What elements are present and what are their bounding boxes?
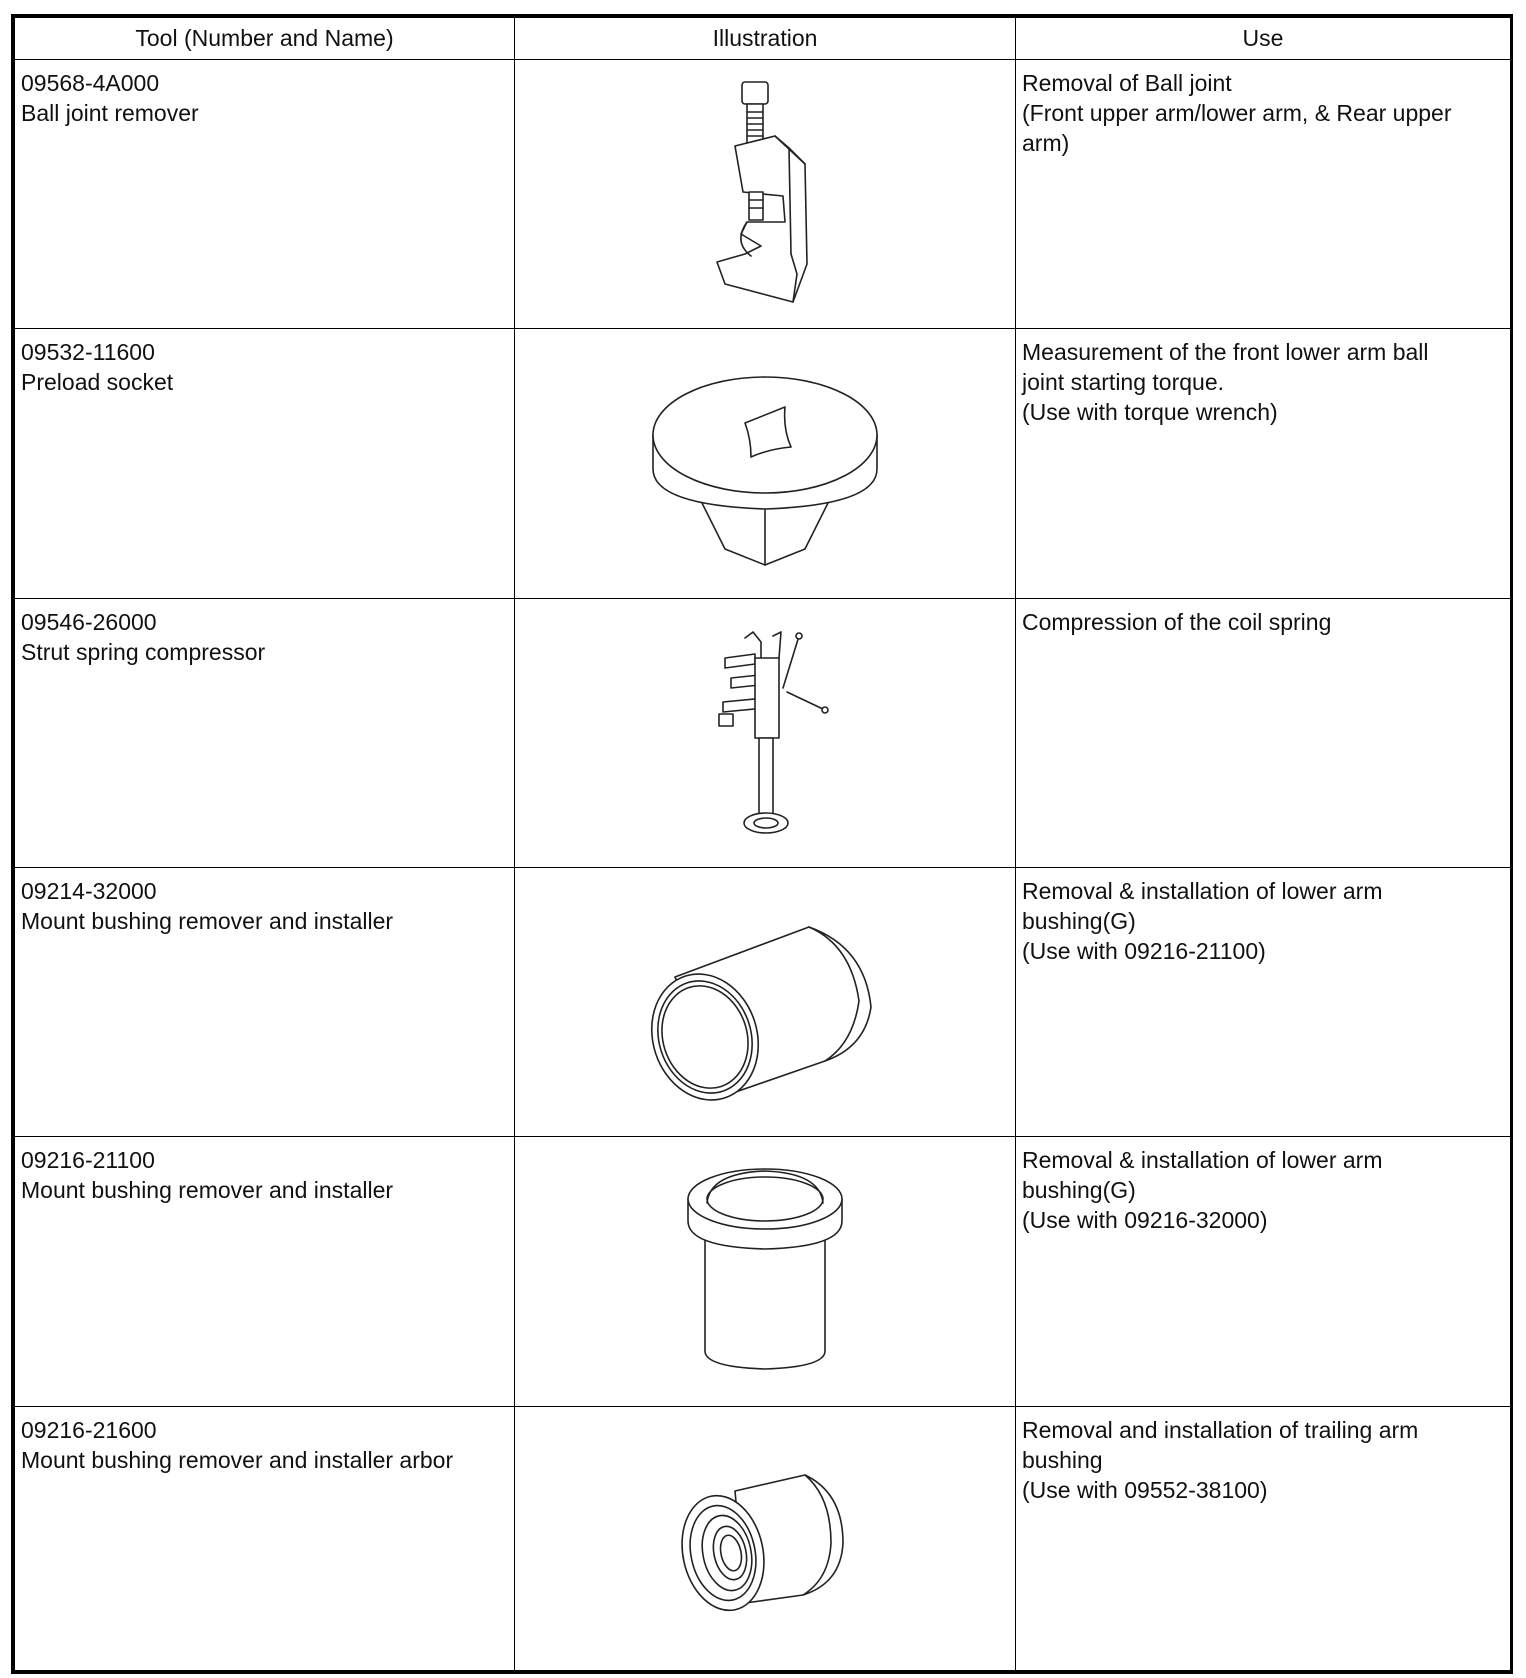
table-row: [15, 1406, 1511, 1670]
tool-cell: [15, 598, 515, 867]
header-tool: Tool (Number and Name): [15, 18, 515, 60]
special-tools-sheet: [11, 14, 1513, 1674]
tool-number: 09568-4A000: [21, 70, 160, 96]
use-line: (Use with torque wrench): [1022, 399, 1278, 426]
tool-name: Mount bushing remover and installer arbor: [21, 1446, 454, 1473]
use-line: Removal & installation of lower arm: [1022, 1147, 1383, 1174]
use-line: (Use with 09216-21100): [1022, 937, 1266, 964]
tool-cell: [15, 1406, 515, 1670]
use-cell: [1016, 60, 1511, 329]
bushing-sleeve-icon: [645, 897, 885, 1107]
flanged-bushing-tool-icon: [680, 1161, 850, 1381]
use-line: bushing(G): [1022, 907, 1136, 934]
use-line: Compression of the coil spring: [1022, 608, 1332, 635]
use-cell: [1016, 329, 1511, 598]
special-tools-table: [14, 17, 1511, 1671]
header-row: [15, 18, 1511, 60]
use-line: (Use with 09216-32000): [1022, 1207, 1268, 1234]
use-line: arm): [1022, 130, 1070, 156]
use-cell: [1016, 867, 1511, 1136]
illustration-cell: [515, 329, 1016, 598]
illustration-cell: [515, 867, 1016, 1136]
use-cell: [1016, 598, 1511, 867]
tool-number: 09546-26000: [21, 608, 157, 635]
table-row: [15, 60, 1511, 329]
preload-socket-icon: [645, 353, 885, 573]
bushing-arbor-icon: [675, 1453, 855, 1623]
tool-name: Strut spring compressor: [21, 638, 266, 665]
use-line: Removal and installation of trailing arm: [1022, 1416, 1419, 1443]
use-cell: [1016, 1406, 1511, 1670]
use-line: joint starting torque.: [1022, 369, 1225, 396]
use-line: Measurement of the front lower arm ball: [1022, 339, 1429, 366]
illustration-cell: [515, 1137, 1016, 1406]
illustration-cell: [515, 60, 1016, 329]
tool-cell: [15, 60, 515, 329]
strut-spring-compressor-icon: [695, 618, 835, 848]
table-row: [15, 867, 1511, 1136]
use-line: bushing: [1022, 1446, 1103, 1473]
tool-name: Preload socket: [21, 369, 174, 396]
tool-number: 09214-32000: [21, 877, 157, 904]
illustration-cell: [515, 1406, 1016, 1670]
tool-number: 09216-21100: [21, 1147, 155, 1174]
use-line: bushing(G): [1022, 1177, 1136, 1204]
tool-name: Ball joint remover: [21, 100, 199, 126]
ball-joint-remover-icon: [685, 74, 845, 314]
table-row: [15, 1137, 1511, 1406]
header-illustration: Illustration: [515, 18, 1016, 60]
tool-cell: [15, 329, 515, 598]
use-line: (Front upper arm/lower arm, & Rear upper: [1022, 100, 1452, 126]
tool-name: Mount bushing remover and installer: [21, 1177, 394, 1204]
use-line: Removal & installation of lower arm: [1022, 877, 1383, 904]
tool-cell: [15, 867, 515, 1136]
tool-number: 09532-11600: [21, 339, 155, 366]
illustration-cell: [515, 598, 1016, 867]
tool-number: 09216-21600: [21, 1416, 157, 1443]
tool-name: Mount bushing remover and installer: [21, 907, 394, 934]
use-cell: [1016, 1137, 1511, 1406]
header-use: Use: [1016, 18, 1511, 60]
use-line: (Use with 09552-38100): [1022, 1476, 1268, 1503]
use-line: Removal of Ball joint: [1022, 70, 1232, 96]
table-row: [15, 329, 1511, 598]
table-row: [15, 598, 1511, 867]
tool-cell: [15, 1137, 515, 1406]
